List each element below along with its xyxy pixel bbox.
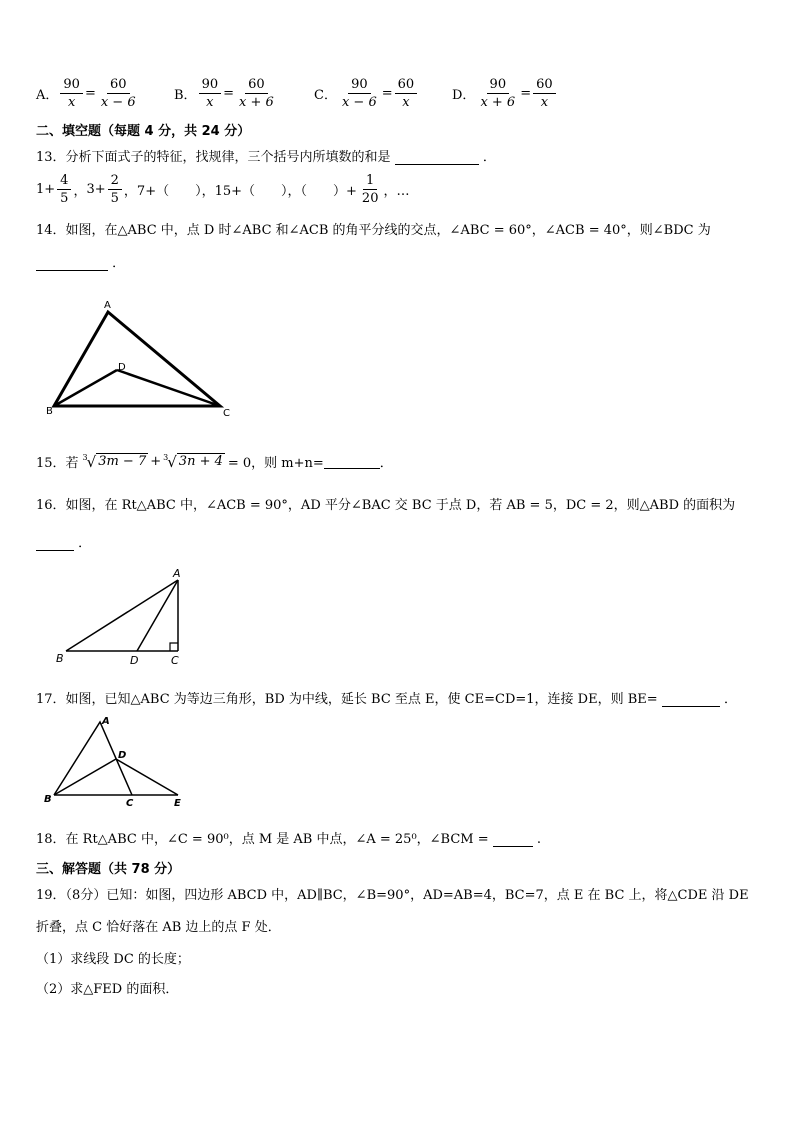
- question-text: 16．如图，在 Rt△ABC 中，∠ACB = 90°，AD 平分∠BAC 交 BC 于点 D，若 AB = 5，DC = 2，则△ABD 的面积为: [36, 498, 736, 513]
- answer-blank[interactable]: [324, 454, 380, 469]
- fraction: $\frac{2}{5}$: [108, 172, 122, 207]
- answer-blank[interactable]: [36, 256, 108, 271]
- figure-q17-equilateral: [38, 712, 198, 812]
- answer-blank[interactable]: [493, 832, 533, 847]
- q12-option-c: C． $\frac{90}{x - 6}$ = $\frac{60}{x}$: [314, 76, 419, 111]
- question-16: [36, 494, 735, 513]
- label-a: A: [104, 300, 111, 311]
- question-text: 13．分析下面式子的特征，找规律，三个括号内所填数的和是: [36, 150, 391, 165]
- question-19-line-1: 19．（8分）已知：如图，四边形 ABCD 中，AD∥BC，∠B=90°，AD=AB=4，BC=7，点 E 在 BC 上，将△CDE 沿 DE: [36, 888, 749, 903]
- fraction: $\frac{90}{x - 6}$: [341, 77, 377, 110]
- label-c: C: [223, 408, 230, 419]
- label-d: D: [118, 362, 126, 373]
- segment-dc: [117, 370, 220, 406]
- question-19-part-2: （2）求△FED 的面积．: [36, 982, 179, 997]
- question-text: 17．如图，已知△ABC 为等边三角形，BD 为中线，延长 BC 至点 E，使 CE=CD=1，连接 DE，则 BE=: [36, 692, 658, 707]
- fraction: $\frac{90}{x + 6}$: [480, 77, 516, 110]
- q12-option-d: D． $\frac{90}{x + 6}$ = $\frac{60}{x}$: [452, 76, 558, 111]
- question-19-part-1: （1）求线段 DC 的长度；: [36, 952, 190, 967]
- label-b: B: [56, 652, 64, 665]
- fraction: $\frac{90}{x}$: [60, 76, 83, 111]
- label-c: C: [126, 798, 134, 809]
- label-d: D: [130, 654, 139, 667]
- question-14: [36, 219, 711, 238]
- question-text: 18．在 Rt△ABC 中，∠C = 90⁰，点 M 是 AB 中点，∠A = 25⁰，∠BCM =: [36, 832, 489, 847]
- label-c: C: [171, 654, 179, 667]
- fraction: $\frac{60}{x + 6}$: [239, 77, 274, 110]
- q12-options: [36, 76, 576, 120]
- segment-bd: [54, 759, 116, 795]
- option-label: D．: [452, 88, 476, 103]
- right-angle-mark: [170, 643, 178, 651]
- question-14-answer-line: ．: [36, 252, 125, 271]
- label-b: B: [44, 794, 52, 805]
- fraction: $\frac{4}{5}$: [57, 172, 71, 207]
- option-label: C．: [314, 88, 337, 103]
- answer-blank[interactable]: [36, 536, 74, 551]
- label-b: B: [46, 406, 53, 417]
- question-18: 18．在 Rt△ABC 中，∠C = 90⁰，点 M 是 AB 中点，∠A = 25⁰，∠BCM = .: [36, 832, 542, 847]
- q12-option-a: A． $\frac{90}{x}$ = $\frac{60}{x - 6}$: [36, 76, 141, 111]
- figure-q16-right-triangle: [54, 564, 194, 670]
- answer-blank[interactable]: [662, 692, 720, 707]
- section-heading-fill-in: 二、填空题（每题 4 分，共 24 分）: [36, 124, 251, 139]
- question-15: 15．若 3 √ 3m − 7 + 3 √ 3n + 4 = 0，则 m+n= ．: [36, 452, 393, 471]
- fraction: $\frac{90}{x}$: [199, 76, 222, 111]
- question-13-sequence: 1+ $\frac{4}{5}$ ， 3+ $\frac{2}{5}$ ，7+（ ），15+（ ），（ ）+ $\frac{1}{20}$ ，…: [36, 173, 410, 206]
- question-13: 13．分析下面式子的特征，找规律，三个括号内所填数的和是 ．: [36, 150, 496, 165]
- section-heading-answers: 三、解答题（共 78 分）: [36, 862, 181, 877]
- answer-blank[interactable]: [395, 150, 479, 165]
- label-e: E: [174, 798, 181, 809]
- fraction: $\frac{60}{x}$: [395, 76, 418, 111]
- label-a: A: [102, 716, 110, 727]
- option-label: A．: [36, 88, 59, 103]
- cube-root: 3 √ 3n + 4: [163, 452, 223, 471]
- cube-root: 3 √ 3m − 7: [82, 452, 147, 471]
- label-d: D: [118, 750, 127, 761]
- option-label: B．: [174, 88, 197, 103]
- segment-de: [116, 759, 178, 795]
- fraction: $\frac{60}{x}$: [533, 76, 556, 111]
- label-a: A: [173, 567, 181, 580]
- segment-ab: [66, 580, 178, 651]
- fraction: $\frac{60}{x - 6}$: [100, 77, 136, 110]
- question-16-answer-line: ．: [36, 532, 91, 551]
- fraction: $\frac{1}{20}$: [361, 173, 379, 206]
- question-17: 17．如图，已知△ABC 为等边三角形，BD 为中线，延长 BC 至点 E，使 CE=CD=1，连接 DE，则 BE= ．: [36, 692, 737, 707]
- question-19-line-2: 折叠，点 C 恰好落在 AB 边上的点 F 处．: [36, 920, 281, 935]
- figure-q14-triangle: [40, 294, 240, 424]
- question-text: 14．如图，在△ABC 中，点 D 时∠ABC 和∠ACB 的角平分线的交点，∠ABC = 60°，∠ACB = 40°，则∠BDC 为: [36, 223, 711, 238]
- q12-option-b: B． $\frac{90}{x}$ = $\frac{60}{x + 6}$: [174, 76, 279, 111]
- segment-ad: [137, 580, 178, 651]
